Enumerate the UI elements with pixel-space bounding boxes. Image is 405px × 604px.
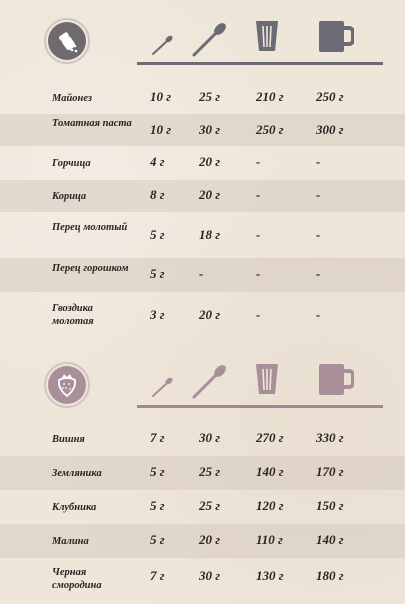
product-name: Горчица: [52, 158, 91, 169]
tablespoon-icon: [190, 361, 230, 401]
glass-value: -: [256, 307, 261, 322]
table-row: [0, 258, 405, 292]
teaspoon-value: 5 г: [150, 464, 165, 479]
teaspoon-value: 7 г: [150, 430, 165, 445]
teaspoon-value: 10 г: [150, 89, 172, 104]
berries-badge: [44, 362, 90, 408]
glass-value: 140 г: [256, 464, 284, 479]
glass-value: -: [256, 227, 261, 242]
mug-value: -: [316, 154, 321, 169]
teaspoon-value: 4 г: [150, 154, 165, 169]
tablespoon-value: 20 г: [199, 532, 221, 547]
mug-value: 140 г: [316, 532, 344, 547]
tablespoon-value: 25 г: [199, 498, 221, 513]
product-name: Майонез: [52, 93, 92, 104]
glass-value: 120 г: [256, 498, 284, 513]
mug-value: 250 г: [316, 89, 344, 104]
teaspoon-icon: [150, 374, 176, 400]
mug-icon: [318, 363, 354, 397]
glass-value: 130 г: [256, 568, 284, 583]
tablespoon-value: 30 г: [199, 568, 221, 583]
teaspoon-value: 5 г: [150, 498, 165, 513]
mug-value: 150 г: [316, 498, 344, 513]
glass-value: -: [256, 266, 261, 281]
mug-value: -: [316, 227, 321, 242]
product-name: Малина: [52, 536, 89, 547]
product-name: Перец молотый: [52, 222, 128, 233]
glass-value: 110 г: [256, 532, 283, 547]
product-name: Гвоздика молотая: [52, 303, 94, 327]
tablespoon-value: 20 г: [199, 307, 221, 322]
tablespoon-value: 20 г: [199, 187, 221, 202]
teaspoon-value: 3 г: [150, 307, 165, 322]
table-row: [0, 114, 405, 146]
table-row: [0, 524, 405, 558]
tablespoon-value: 20 г: [199, 154, 221, 169]
mug-value: 170 г: [316, 464, 344, 479]
glass-value: -: [256, 154, 261, 169]
product-name: Корица: [52, 191, 87, 202]
mug-value: 180 г: [316, 568, 344, 583]
mug-value: 300 г: [316, 122, 344, 137]
strawberry-icon: [54, 372, 80, 398]
glass-value: 250 г: [256, 122, 284, 137]
tablespoon-value: 30 г: [199, 430, 221, 445]
table-row: [0, 456, 405, 490]
teaspoon-value: 10 г: [150, 122, 172, 137]
spices-badge: [44, 18, 90, 64]
tablespoon-value: 25 г: [199, 464, 221, 479]
teaspoon-value: 8 г: [150, 187, 165, 202]
table-row: [0, 180, 405, 212]
mug-value: -: [316, 266, 321, 281]
product-name: Томатная паста: [52, 118, 132, 129]
product-name: Вишня: [52, 434, 85, 445]
salt-shaker-icon: [54, 28, 80, 54]
teaspoon-value: 7 г: [150, 568, 165, 583]
table-row: [0, 422, 405, 456]
teaspoon-value: 5 г: [150, 266, 165, 281]
glass-value: 270 г: [256, 430, 284, 445]
teaspoon-value: 5 г: [150, 227, 165, 242]
tablespoon-value: 30 г: [199, 122, 221, 137]
product-name: Перец горошком: [52, 263, 129, 274]
glass-icon: [255, 363, 279, 395]
tablespoon-value: 25 г: [199, 89, 221, 104]
glass-value: 210 г: [256, 89, 284, 104]
product-name: Земляника: [52, 468, 102, 479]
table-row: [0, 292, 405, 338]
tablespoon-value: -: [199, 266, 204, 281]
table-row: [0, 490, 405, 524]
mug-value: -: [316, 187, 321, 202]
mug-icon: [318, 20, 354, 54]
tablespoon-icon: [190, 19, 230, 59]
tablespoon-value: 18 г: [199, 227, 221, 242]
section-rule: [137, 62, 383, 65]
table-row: [0, 212, 405, 258]
glass-value: -: [256, 187, 261, 202]
product-name: Черная смородина: [52, 567, 102, 591]
glass-icon: [255, 20, 279, 52]
section-rule: [137, 405, 383, 408]
table-row: [0, 82, 405, 114]
product-name: Клубника: [52, 502, 97, 513]
teaspoon-value: 5 г: [150, 532, 165, 547]
mug-value: 330 г: [316, 430, 344, 445]
mug-value: -: [316, 307, 321, 322]
teaspoon-icon: [150, 32, 176, 58]
table-row: [0, 558, 405, 604]
table-row: [0, 146, 405, 180]
